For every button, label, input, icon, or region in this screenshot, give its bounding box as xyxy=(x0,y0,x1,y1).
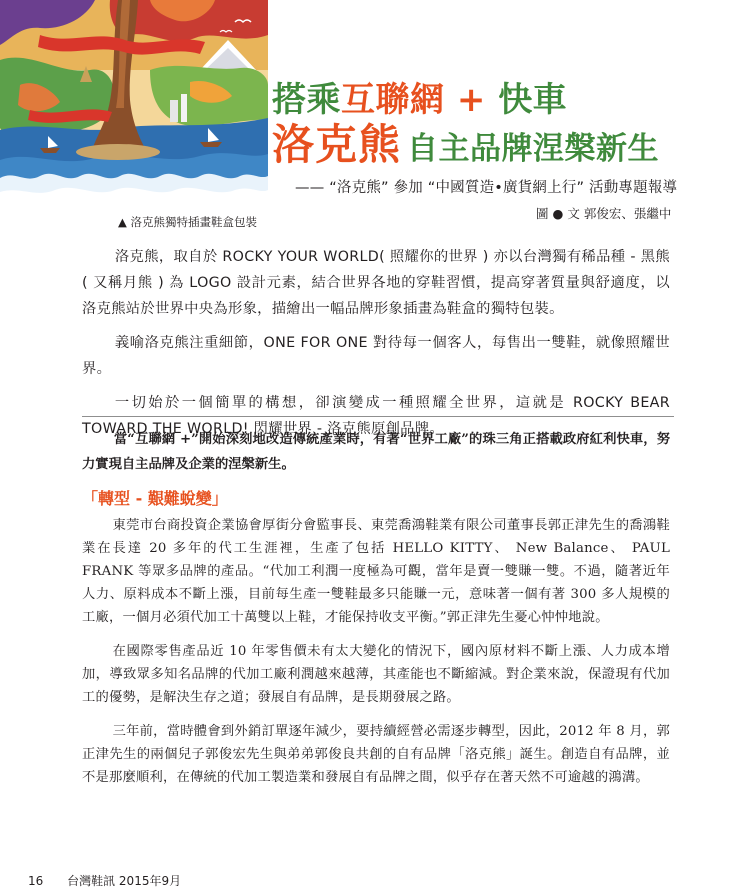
headline-word-ride: 搭乘 xyxy=(272,80,341,120)
body-section xyxy=(82,514,670,800)
intro-section xyxy=(82,244,670,450)
headline-word-express: 快車 xyxy=(498,80,568,120)
headline-plus: + xyxy=(456,80,486,120)
shoebox-illustration xyxy=(0,0,268,210)
headline-tagline: 自主品牌涅槃新生 xyxy=(407,131,660,167)
headline-line-1 xyxy=(272,80,742,120)
body-paragraph: 東莞市台商投資企業協會厚街分會監事長、東莞喬鴻鞋業有限公司董事長郭正津先生的喬鴻鞋業在長達 20 多年的代工生涯裡，生產了包括 HELLO KITTY、 New Balance、 PAUL FRANK 等眾多品牌的產品。“代加工利潤一度極為可觀，當年是賣一雙賺一雙。不過，隨著近年人力、原料成本不斷上漲，目前每生產一雙鞋最多只能賺一元，意味著一個有著 300 多人規模的工廠，一個月必須代加工十萬雙以上鞋，才能保持收支平衡。”郭正津先生憂心忡忡地說。 xyxy=(82,518,670,625)
headline-line-2 xyxy=(272,122,742,177)
intro-paragraph: 義喻洛克熊注重細節，ONE FOR ONE 對待每一個客人，每售出一雙鞋，就像照耀世界。 xyxy=(82,335,670,377)
intro-paragraph: 一切始於一個簡單的構想，卻演變成一種照耀全世界，這就是 ROCKY BEAR TOWARD THE WORLD! 閃耀世界 - 洛克熊原創品牌。 xyxy=(82,395,670,437)
page-number: 16 xyxy=(28,874,44,888)
publication-name: 台灣鞋訊 2015年9月 xyxy=(67,874,182,888)
article-subtitle: —— “洛克熊” 參加 “中國質造•廣貨網上行” 活動專題報導 xyxy=(295,180,678,196)
illustration-caption: ▲ 洛克熊獨特插畫鞋盒包裝 xyxy=(118,215,257,229)
headline xyxy=(272,80,742,177)
section-divider xyxy=(82,416,674,417)
headline-word-internet: 互聯網 xyxy=(341,80,445,120)
body-paragraph: 三年前，當時體會到外銷訂單逐年減少，要持續經營必需逐步轉型，因此，2012 年 8 月，郭正津先生的兩個兒子郭俊宏先生與弟弟郭俊良共創的自有品牌「洛克熊」誕生。創造自有品牌，並不是那麼順利，在傳統的代加工製造業和發展自有品牌之間，似乎存在著天然不可逾越的鴻溝。 xyxy=(82,724,670,785)
page-footer xyxy=(28,872,181,889)
headline-brand-name: 洛克熊 xyxy=(272,120,402,169)
lead-paragraph: 當“互聯網 +”開始深刻地改造傳統產業時，有著“世界工廠”的珠三角正搭載政府紅利快車，努力實現自主品牌及企業的涅槃新生。 xyxy=(82,432,670,472)
intro-paragraph: 洛克熊，取自於 ROCKY YOUR WORLD( 照耀你的世界 ) 亦以台灣獨有稀品種 - 黑熊 ( 又稱月熊 ) 為 LOGO 設計元素，結合世界各地的穿鞋習慣，提高穿著質量與舒適度，以洛克熊站於世界中央為形象，描繪出一幅品牌形象插畫為鞋盒的獨特包裝。 xyxy=(82,249,670,317)
body-paragraph: 在國際零售產品近 10 年零售價未有太大變化的情況下，國內原材料不斷上漲、人力成本增加，導致眾多知名品牌的代加工廠利潤越來越薄，其產能也不斷縮減。對企業來說，保證現有代加工的優勢，是解決生存之道；發展自有品牌，是長期發展之路。 xyxy=(82,644,670,705)
article-byline: 圖 ● 文 郭俊宏、張繼中 xyxy=(536,206,672,221)
section-heading: 「轉型 - 艱難蛻變」 xyxy=(82,489,228,508)
